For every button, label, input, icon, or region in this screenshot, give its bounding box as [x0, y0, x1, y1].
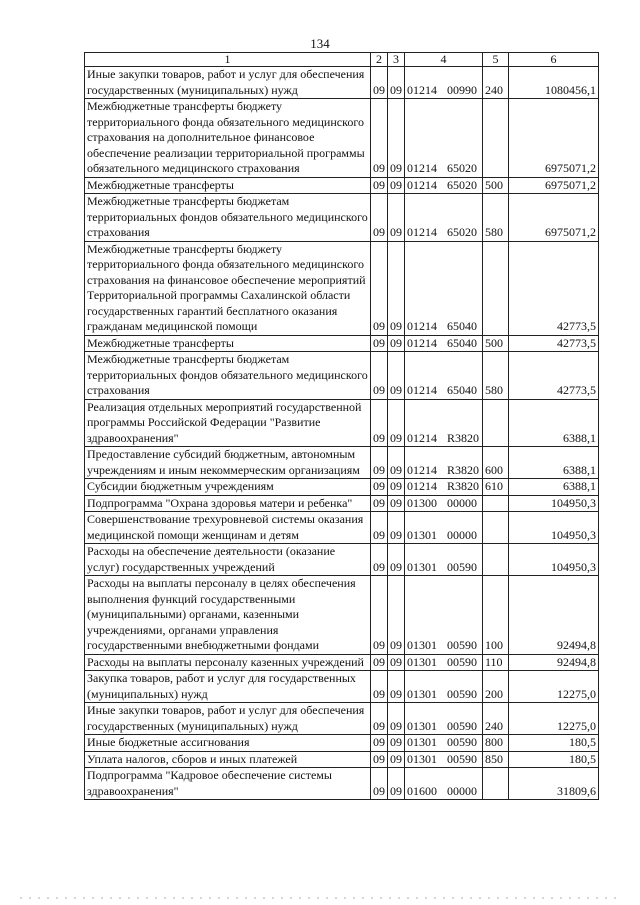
- table-row: [85, 194, 599, 242]
- target-code-program: 01301: [407, 718, 437, 733]
- amount-value: 1080456,1: [509, 67, 599, 99]
- section-code: 09: [371, 177, 388, 194]
- target-code-direction: 00990: [447, 82, 477, 97]
- section-code: 09: [371, 703, 388, 735]
- table-row: [85, 703, 599, 735]
- table-row: [85, 654, 599, 671]
- row-name: Расходы на обеспечение деятельности (оказание услуг) государственных учреждений: [85, 544, 371, 576]
- table-row: [85, 479, 599, 496]
- expense-type-code: 200: [483, 671, 509, 703]
- row-name: Подпрограмма "Кадровое обеспечение системы здравоохранения": [85, 768, 371, 800]
- section-code: 09: [371, 399, 388, 447]
- row-name: Межбюджетные трансферты: [85, 335, 371, 352]
- row-name: Расходы на выплаты персоналу казенных учреждений: [85, 654, 371, 671]
- subsection-code: 09: [388, 99, 405, 178]
- expense-type-code: 610: [483, 479, 509, 496]
- table-row: [85, 544, 599, 576]
- subsection-code: 09: [388, 671, 405, 703]
- target-code-direction: 65020: [447, 161, 477, 175]
- table-row: [85, 671, 599, 703]
- amount-value: 12275,0: [509, 671, 599, 703]
- row-name: Субсидии бюджетным учреждениям: [85, 479, 371, 496]
- amount-value: 180,5: [509, 751, 599, 768]
- target-code-direction: R3820: [447, 430, 480, 445]
- target-article-code: [405, 768, 483, 800]
- row-name: Предоставление субсидий бюджетным, автономным учреждениям и иным некоммерческим организациям: [85, 447, 371, 479]
- section-code: 09: [371, 654, 388, 671]
- header-row: [85, 53, 599, 67]
- amount-value: 104950,3: [509, 512, 599, 544]
- subsection-code: 09: [388, 703, 405, 735]
- expense-type-code: 580: [483, 352, 509, 400]
- amount-value: 6388,1: [509, 447, 599, 479]
- amount-value: 31809,6: [509, 768, 599, 800]
- target-code-direction: 00590: [447, 638, 477, 652]
- scan-noise: [20, 897, 620, 899]
- section-code: 09: [371, 241, 388, 335]
- target-code-direction: 00000: [447, 527, 477, 542]
- amount-value: 6388,1: [509, 479, 599, 496]
- target-code-program: 01301: [407, 638, 437, 652]
- subsection-code: 09: [388, 544, 405, 576]
- target-code-program: 01301: [407, 527, 437, 542]
- expense-type-code: 240: [483, 67, 509, 99]
- section-code: 09: [371, 671, 388, 703]
- target-article-code: [405, 495, 483, 512]
- target-code-program: 01600: [407, 783, 437, 798]
- section-code: 09: [371, 544, 388, 576]
- target-article-code: [405, 241, 483, 335]
- amount-value: 42773,5: [509, 335, 599, 352]
- target-code-program: 01301: [407, 686, 437, 701]
- section-code: 09: [371, 335, 388, 352]
- target-code-program: 01301: [407, 654, 437, 669]
- amount-value: 104950,3: [509, 544, 599, 576]
- row-name: Иные бюджетные ассигнования: [85, 735, 371, 752]
- column-header-2: 2: [371, 53, 388, 67]
- expense-type-code: 110: [483, 654, 509, 671]
- table-row: [85, 352, 599, 400]
- target-article-code: [405, 671, 483, 703]
- section-code: 09: [371, 751, 388, 768]
- target-code-program: 01214: [407, 177, 437, 192]
- amount-value: 42773,5: [509, 241, 599, 335]
- target-code-direction: 65040: [447, 335, 477, 350]
- subsection-code: 09: [388, 768, 405, 800]
- amount-value: 6388,1: [509, 399, 599, 447]
- expense-type-code: 580: [483, 194, 509, 242]
- subsection-code: 09: [388, 241, 405, 335]
- expense-type-code: 500: [483, 177, 509, 194]
- table-row: [85, 751, 599, 768]
- expense-type-code: [483, 544, 509, 576]
- target-article-code: [405, 194, 483, 242]
- target-article-code: [405, 576, 483, 655]
- table-row: [85, 576, 599, 655]
- amount-value: 6975071,2: [509, 194, 599, 242]
- table-row: [85, 335, 599, 352]
- row-name: Межбюджетные трансферты бюджетам территориальных фондов обязательного медицинского страхования: [85, 352, 371, 400]
- target-code-direction: 00590: [447, 559, 477, 574]
- expense-type-code: [483, 241, 509, 335]
- section-code: 09: [371, 194, 388, 242]
- table-row: [85, 67, 599, 99]
- subsection-code: 09: [388, 576, 405, 655]
- amount-value: 12275,0: [509, 703, 599, 735]
- target-code-program: 01214: [407, 82, 437, 97]
- target-article-code: [405, 751, 483, 768]
- section-code: 09: [371, 67, 388, 99]
- target-code-program: 01300: [407, 495, 437, 510]
- subsection-code: 09: [388, 399, 405, 447]
- expense-type-code: [483, 768, 509, 800]
- target-article-code: [405, 335, 483, 352]
- row-name: Межбюджетные трансферты бюджету территориального фонда обязательного медицинского страхования на финансовое обеспечение мероприятий Территориальной программы Сахалинской области государственных гарантий бесплатного оказания гражданам медицинской помощи: [85, 241, 371, 335]
- target-article-code: [405, 703, 483, 735]
- expense-type-code: 600: [483, 447, 509, 479]
- target-article-code: [405, 654, 483, 671]
- section-code: 09: [371, 495, 388, 512]
- column-header-1: 1: [85, 53, 371, 67]
- column-header-5: 5: [483, 53, 509, 67]
- target-code-program: 01214: [407, 462, 437, 477]
- table-row: [85, 768, 599, 800]
- column-header-4: 4: [405, 53, 483, 67]
- row-name: Иные закупки товаров, работ и услуг для обеспечения государственных (муниципальных) нужд: [85, 67, 371, 99]
- subsection-code: 09: [388, 352, 405, 400]
- subsection-code: 09: [388, 177, 405, 194]
- target-code-direction: 00590: [447, 751, 477, 766]
- expense-type-code: 500: [483, 335, 509, 352]
- target-code-program: 01214: [407, 225, 437, 239]
- target-code-direction: 00590: [447, 654, 477, 669]
- target-article-code: [405, 352, 483, 400]
- target-article-code: [405, 67, 483, 99]
- target-code-program: 01301: [407, 751, 437, 766]
- target-code-program: 01214: [407, 430, 437, 445]
- subsection-code: 09: [388, 735, 405, 752]
- target-code-program: 01301: [407, 559, 437, 574]
- table-row: [85, 447, 599, 479]
- amount-value: 42773,5: [509, 352, 599, 400]
- target-code-direction: 65020: [447, 177, 477, 192]
- section-code: 09: [371, 447, 388, 479]
- target-code-direction: 00590: [447, 686, 477, 701]
- target-article-code: [405, 544, 483, 576]
- amount-value: 6975071,2: [509, 99, 599, 178]
- subsection-code: 09: [388, 751, 405, 768]
- expense-type-code: [483, 399, 509, 447]
- target-code-direction: 00590: [447, 718, 477, 733]
- row-name: Подпрограмма "Охрана здоровья матери и ребенка": [85, 495, 371, 512]
- target-code-program: 01214: [407, 319, 437, 333]
- expense-type-code: 100: [483, 576, 509, 655]
- amount-value: 92494,8: [509, 654, 599, 671]
- row-name: Расходы на выплаты персоналу в целях обеспечения выполнения функций государственными (муниципальными) органами, казенными учреждениями, органами управления государственными внебюджетными фондами: [85, 576, 371, 655]
- row-name: Закупка товаров, работ и услуг для государственных (муниципальных) нужд: [85, 671, 371, 703]
- amount-value: 180,5: [509, 735, 599, 752]
- section-code: 09: [371, 576, 388, 655]
- page-number: 134: [310, 36, 330, 51]
- section-code: 09: [371, 768, 388, 800]
- row-name: Межбюджетные трансферты: [85, 177, 371, 194]
- target-code-direction: 65040: [447, 383, 477, 397]
- table-row: [85, 495, 599, 512]
- column-header-6: 6: [509, 53, 599, 67]
- row-name: Иные закупки товаров, работ и услуг для обеспечения государственных (муниципальных) нужд: [85, 703, 371, 735]
- row-name: Межбюджетные трансферты бюджету территориального фонда обязательного медицинского страхования на дополнительное финансовое обеспечение реализации территориальной программы обязательного медицинского страхования: [85, 99, 371, 178]
- amount-value: 104950,3: [509, 495, 599, 512]
- target-article-code: [405, 177, 483, 194]
- target-article-code: [405, 399, 483, 447]
- expense-type-code: [483, 495, 509, 512]
- section-code: 09: [371, 479, 388, 496]
- row-name: Межбюджетные трансферты бюджетам территориальных фондов обязательного медицинского страхования: [85, 194, 371, 242]
- subsection-code: 09: [388, 335, 405, 352]
- budget-table: [84, 52, 599, 800]
- subsection-code: 09: [388, 654, 405, 671]
- target-code-direction: R3820: [447, 462, 480, 477]
- row-name: Совершенствование трехуровневой системы оказания медицинской помощи женщинам и детям: [85, 512, 371, 544]
- section-code: 09: [371, 99, 388, 178]
- amount-value: 92494,8: [509, 576, 599, 655]
- row-name: Реализация отдельных мероприятий государственной программы Российской Федерации "Развитие здравоохранения": [85, 399, 371, 447]
- table-row: [85, 512, 599, 544]
- subsection-code: 09: [388, 194, 405, 242]
- subsection-code: 09: [388, 479, 405, 496]
- expense-type-code: [483, 99, 509, 178]
- target-article-code: [405, 447, 483, 479]
- row-name: Уплата налогов, сборов и иных платежей: [85, 751, 371, 768]
- table-row: [85, 99, 599, 178]
- target-article-code: [405, 512, 483, 544]
- target-article-code: [405, 479, 483, 496]
- target-code-program: 01214: [407, 383, 437, 397]
- section-code: 09: [371, 735, 388, 752]
- expense-type-code: 240: [483, 703, 509, 735]
- target-code-direction: 00000: [447, 495, 477, 510]
- amount-value: 6975071,2: [509, 177, 599, 194]
- target-code-direction: 00590: [447, 735, 477, 749]
- target-code-program: 01214: [407, 479, 437, 493]
- target-code-direction: 65040: [447, 319, 477, 333]
- expense-type-code: 800: [483, 735, 509, 752]
- target-code-direction: R3820: [447, 479, 480, 493]
- target-code-program: 01301: [407, 735, 437, 749]
- expense-type-code: [483, 512, 509, 544]
- target-code-direction: 00000: [447, 783, 477, 798]
- table-row: [85, 241, 599, 335]
- table-row: [85, 177, 599, 194]
- target-code-program: 01214: [407, 335, 437, 350]
- table-row: [85, 399, 599, 447]
- subsection-code: 09: [388, 67, 405, 99]
- subsection-code: 09: [388, 512, 405, 544]
- target-article-code: [405, 735, 483, 752]
- target-code-program: 01214: [407, 161, 437, 175]
- subsection-code: 09: [388, 447, 405, 479]
- target-article-code: [405, 99, 483, 178]
- subsection-code: 09: [388, 495, 405, 512]
- column-header-3: 3: [388, 53, 405, 67]
- section-code: 09: [371, 512, 388, 544]
- table-row: [85, 735, 599, 752]
- section-code: 09: [371, 352, 388, 400]
- target-code-direction: 65020: [447, 225, 477, 239]
- expense-type-code: 850: [483, 751, 509, 768]
